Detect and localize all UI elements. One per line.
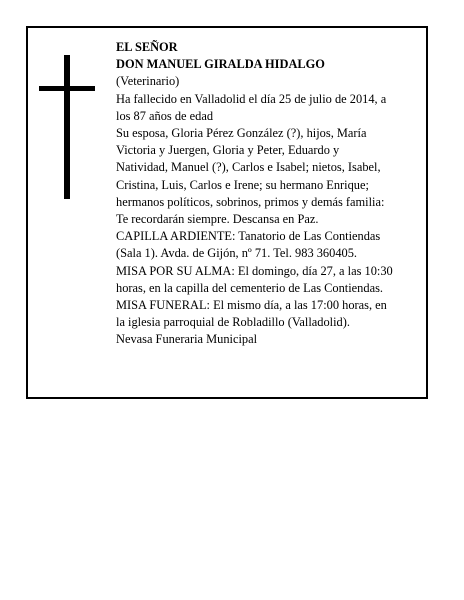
deceased-profession: (Veterinario): [116, 74, 180, 89]
funeral-line-1: MISA FUNERAL: El mismo día, a las 17:00 horas, en: [116, 298, 387, 313]
mass-line-2: horas, en la capilla del cementerio de Las Contiendas.: [116, 280, 383, 295]
family-line-4: Cristina, Luis, Carlos e Irene; su hermano Enrique;: [116, 177, 369, 192]
family-line-3: Natividad, Manuel (?), Carlos e Isabel; nietos, Isabel,: [116, 160, 381, 175]
chapel-line-2: (Sala 1). Avda. de Gijón, nº 71. Tel. 983 360405.: [116, 246, 358, 261]
cross-icon: [39, 55, 95, 199]
notice-text: [116, 39, 424, 349]
cross-vertical-bar: [64, 55, 70, 199]
mass-line-1: MISA POR SU ALMA: El domingo, día 27, a las 10:30: [116, 263, 393, 278]
funeral-line-2: la iglesia parroquial de Robladillo (Valladolid).: [116, 315, 350, 330]
family-line-6: Te recordarán siempre. Descansa en Paz.: [116, 212, 319, 227]
family-line-5: hermanos políticos, sobrinos, primos y demás familia:: [116, 194, 385, 209]
deceased-name: DON MANUEL GIRALDA HIDALGO: [116, 57, 325, 72]
death-announcement-line-1: Ha fallecido en Valladolid el día 25 de julio de 2014, a: [116, 91, 387, 106]
chapel-line-1: CAPILLA ARDIENTE: Tanatorio de Las Contiendas: [116, 229, 381, 244]
cross-horizontal-bar: [39, 86, 95, 91]
family-line-2: Victoria y Juergen, Gloria y Peter, Eduardo y: [116, 143, 340, 158]
death-announcement-line-2: los 87 años de edad: [116, 108, 214, 123]
notice-heading: EL SEÑOR: [116, 40, 178, 54]
funeral-home: Nevasa Funeraria Municipal: [116, 332, 258, 347]
obituary-notice: [26, 26, 428, 399]
family-line-1: Su esposa, Gloria Pérez González (?), hijos, María: [116, 126, 367, 141]
